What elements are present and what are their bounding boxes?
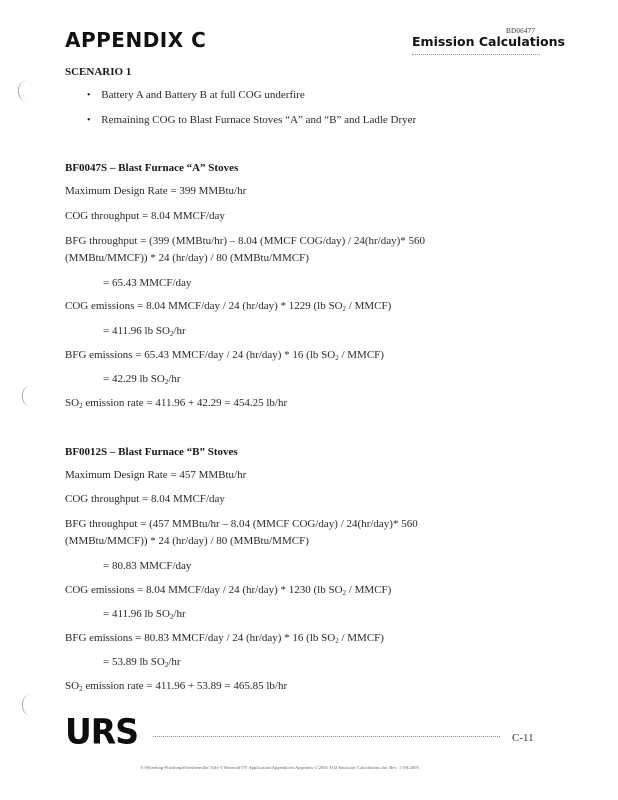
bfg-throughput-line-1: BFG throughput = (399 (MMBtu/hr) – 8.04 (MMCF COG/day) / 24(hr/day)* 560 [65,235,426,247]
bfg-throughput-line-2: (MMBtu/MMCF)) * 24 (hr/day) / 80 (MMBtu/MMCF) [65,535,309,547]
urs-logo: URS [65,711,138,752]
section-heading-stoves-b: BF0012S – Blast Furnace “B” Stoves [65,446,238,458]
so2-emission-rate: $SO_2$ emission rate = 411.96 + 42.29 = 454.25 lb/hr [65,397,288,410]
bfg-throughput-result: = 65.43 MMCF/day [103,277,192,289]
bullet-text: Remaining COG to Blast Furnace Stoves “A” and “B” and Ladle Dryer [101,114,417,126]
bfg-throughput-result: = 80.83 MMCF/day [103,560,192,572]
bfg-throughput-line-1: BFG throughput = (457 MMBtu/hr – 8.04 (MMCF COG/day) / 24(hr/day)* 560 [65,518,418,530]
so2-emission-rate: $SO_2$ emission rate = 411.96 + 53.89 = 465.85 lb/hr [65,680,288,693]
document-id: BD06477 [506,27,536,35]
header-divider [412,54,540,55]
design-rate: Maximum Design Rate = 399 MMBtu/hr [65,185,247,197]
page-title: Emission Calculations [412,34,565,49]
bfg-emissions: BFG emissions = 65.43 MMCF/day / 24 (hr/day) * 16 (lb $SO_2$ / MMCF) [65,349,384,362]
design-rate: Maximum Design Rate = 457 MMBtu/hr [65,469,247,481]
scenario-bullet [87,114,416,126]
file-path-footnote: T:\Wheeling-Pittsburgh\Steubenville\Title V Renewal\TV Application\Appendices\Appendix C\2005 SO2 Emission Calculations.doc Rev. 1 9/8/2005 [140,765,420,770]
footer-divider [153,736,500,737]
scan-margin-mark [18,80,29,102]
cog-throughput: COG throughput = 8.04 MMCF/day [65,210,225,222]
bfg-emissions-result: = 53.89 lb $SO_2/hr$ [103,656,181,669]
cog-emissions: COG emissions = 8.04 MMCF/day / 24 (hr/day) * 1230 (lb $SO_2$ / MMCF) [65,584,392,597]
page-number: C-11 [512,732,534,744]
bullet-icon: • [87,115,91,126]
bullet-text: Battery A and Battery B at full COG underfire [101,89,305,101]
section-heading-stoves-a: BF0047S – Blast Furnace “A” Stoves [65,162,239,174]
cog-throughput: COG throughput = 8.04 MMCF/day [65,493,225,505]
bfg-emissions-result: = 42.29 lb $SO_2/hr$ [103,373,181,386]
scan-margin-mark [22,385,33,407]
cog-emissions: COG emissions = 8.04 MMCF/day / 24 (hr/day) * 1229 (lb $SO_2$ / MMCF) [65,300,392,313]
bfg-emissions: BFG emissions = 80.83 MMCF/day / 24 (hr/day) * 16 (lb $SO_2$ / MMCF) [65,632,384,645]
appendix-title: APPENDIX C [65,28,207,52]
cog-emissions-result: = 411.96 lb $SO_2/hr$ [103,325,186,338]
scenario-title: SCENARIO 1 [65,66,132,78]
bullet-icon: • [87,90,91,101]
bfg-throughput-line-2: (MMBtu/MMCF)) * 24 (hr/day) / 80 (MMBtu/MMCF) [65,252,309,264]
scenario-bullet [87,89,305,101]
scan-margin-mark [22,694,33,716]
cog-emissions-result: = 411.96 lb $SO_2/hr$ [103,608,186,621]
